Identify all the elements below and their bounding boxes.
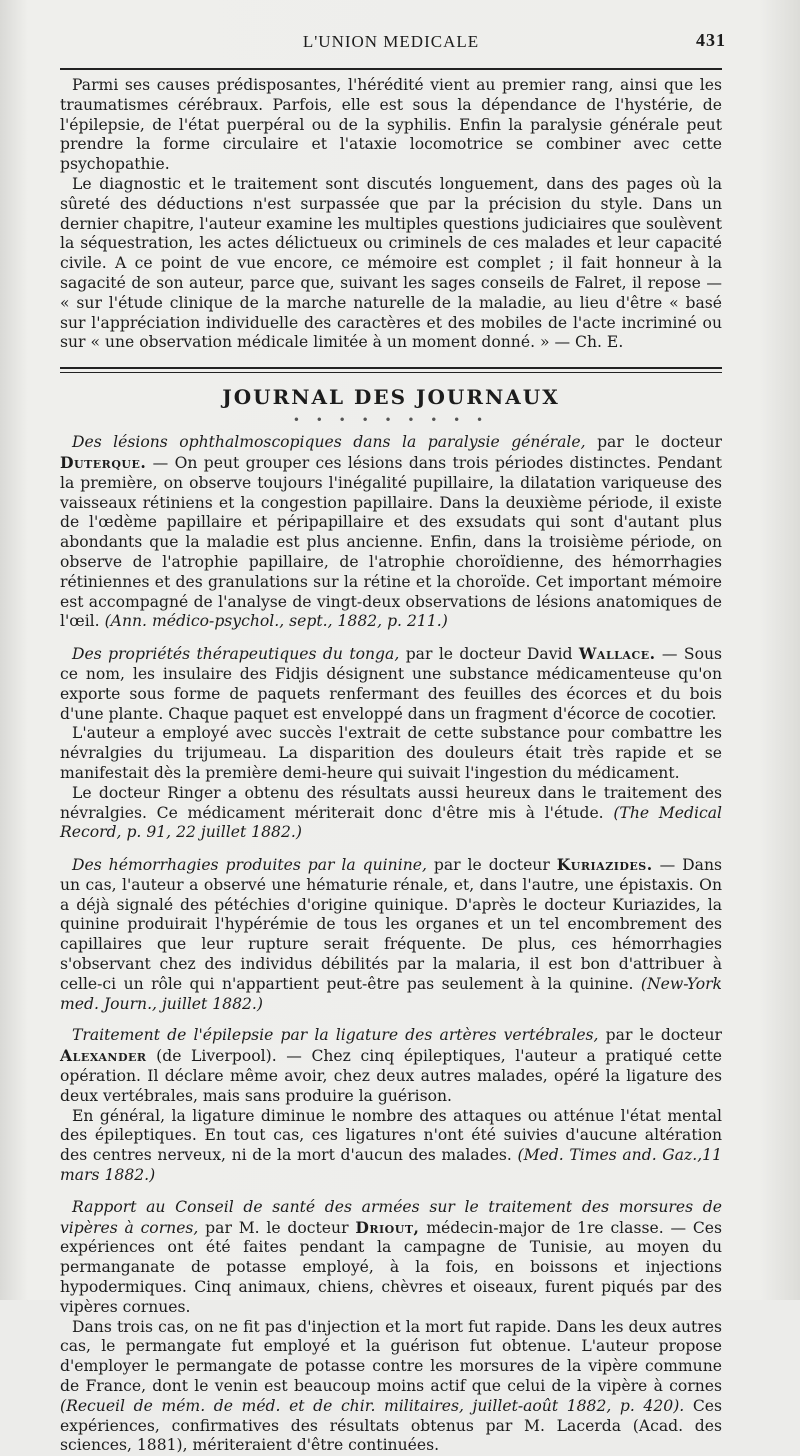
article-viper-bites-paragraph-2 (60, 1318, 722, 1456)
section-title: JOURNAL DES JOURNAUX (222, 385, 560, 410)
article-author: Alexander (60, 1046, 147, 1066)
article-byline: par le docteur David (399, 645, 579, 664)
journal-title: L'UNION MEDICALE (302, 32, 480, 51)
article-source: (Recueil de mém. de méd. et de chir. militaires, juillet-août 1882, p. 420). (60, 1396, 685, 1415)
article-author: Kuriazides. (556, 855, 653, 875)
article-body: médecin-major de 1re classe. — Ces expériences ont été faites pendant la campagne de Tunisie, au moyen du permanganate de potasse employé, à la fois, en boissons et injections hypodermiques. Cinq animaux, chiens, chèvres et oiseaux, furent piqués par des vipères cornues. (60, 1218, 722, 1316)
article-ophthalmoscopic (60, 433, 722, 632)
section-ornament: • • • • • • • • • (292, 413, 490, 428)
article-tonga-paragraph-2: L'auteur a employé avec succès l'extrait de cette substance pour combattre les névralgies du trijumeau. La disparition des douleurs était très rapide et se manifestait dès la première demi-heure qui suivait l'ingestion du médicament. (60, 724, 722, 782)
article-body: En général, la ligature diminue le nombre des attaques ou atténue l'état mental des épileptiques. En tout cas, ces ligatures n'ont été suivies d'aucune altération des centres nerveux, ni de la mort d'aucun des malades. (60, 1106, 722, 1165)
article-source: (New-York med. Journ., juillet 1882.) (60, 974, 722, 1013)
article-tonga-paragraph-3 (60, 784, 722, 843)
article-byline: par le docteur (598, 1026, 722, 1045)
article-tonga (60, 644, 722, 724)
intro-paragraph-1: Parmi ses causes prédisposantes, l'hérédité vient au premier rang, ainsi que les traumatismes cérébraux. Parfois, elle est sous la dépendance de l'hystérie, de l'épilepsie, de l'état puerpéral ou de la syphilis. Enfin la paralysie générale peut prendre la forme circulaire et l'ataxie locomotrice se combiner avec cette psychopathie. (60, 76, 722, 174)
article-epilepsy-paragraph-2 (60, 1107, 722, 1186)
article-title: Traitement de l'épilepsie par la ligature des artères vertébrales, (72, 1026, 599, 1045)
article-author: Duterque. (60, 452, 147, 472)
section-divider (60, 367, 722, 373)
article-source: (Ann. médico-psychol., sept., 1882, p. 211.) (104, 612, 448, 631)
article-epilepsy (60, 1026, 722, 1106)
article-title: Rapport au Conseil de santé des armées sur le traitement des morsures de vipères à cornes, (60, 1197, 722, 1237)
intro-paragraph-2: Le diagnostic et le traitement sont discutés longuement, dans des pages où la sûreté des déductions n'est surpassée que par la précision du style. Dans un dernier chapitre, l'auteur examine les multiples questions judiciaires que soulèvent la séquestration, les actes délictueux ou criminels de ces malades et leur capacité civile. A ce point de vue encore, ce mémoire est complet ; il fait honneur à la sagacité de son auteur, parce que, suivant les sages conseils de Falret, il repose — « sur l'étude clinique de la marche naturelle de la maladie, au lieu d'être « basé sur l'appréciation individuelle des caractères et des mobiles de l'acte incriminé ou sur « une observation médicale limitée à un moment donné. » — Ch. E. (60, 174, 722, 352)
article-body: — Sous ce nom, les insulaire des Fidjis désignent une substance médicamenteuse qu'on exporte sous forme de paquets renfermant des feuilles des écorces et du bois d'une plante. Chaque paquet est enveloppé dans un fragment d'écorce de cocotier. (60, 645, 723, 723)
article-author: Driout, (355, 1217, 420, 1237)
article-body: Dans trois cas, on ne fit pas d'injection et la mort fut rapide. Dans les deux autres cas, le permangate fut employé et la guérison fut obtenue. L'auteur propose d'employer le permangate de potasse contre les morsures de la vipère commune de France, dont le venin est beaucoup moins actif que celui de la vipère à cornes (60, 1317, 722, 1396)
article-title: Des lésions ophthalmoscopiques dans la paralysie générale, (72, 433, 586, 452)
article-body: — On peut grouper ces lésions dans trois périodes distinctes. Pendant la première, on observe toujours l'inégalité pupillaire, la dilatation variqueuse des vaisseaux rétiniens et la congestion papillaire. Dans la deuxième période, il existe de l'œdème papillaire et péripapillaire et des exsudats qui sont d'autant plus abondants que la maladie est plus ancienne. Enfin, dans la troisième période, on observe de l'atrophie papillaire, de l'atrophie choroïdienne, des hémorrhagies rétiniennes et des granulations sur la rétine et la choroïde. Cet important mémoire est accompagné de l'analyse de vingt-deux observations de lésions anatomiques de l'œil. (60, 453, 722, 631)
article-title: Des hémorrhagies produites par la quinine, (72, 856, 427, 875)
article-quinine (60, 855, 722, 1014)
article-title: Des propriétés thérapeutiques du tonga, (72, 645, 400, 664)
article-byline: par le docteur (426, 856, 557, 875)
article-byline: par M. le docteur (198, 1218, 356, 1237)
article-source: (Med. Times and. Gaz.,11 mars 1882.) (60, 1146, 722, 1185)
article-source: (The Medical Record, p. 91, 22 juillet 1882.) (60, 803, 722, 842)
article-body: (de Liverpool). — Chez cinq épileptiques, l'auteur a pratiqué cette opération. Il déclare même avoir, chez deux autres malades, opéré la ligature des deux vertébrales, mais sans produire la guérison. (60, 1047, 722, 1105)
running-header (60, 26, 726, 60)
article-conclusion: Ces expériences, confirmatives des résultats obtenus par M. Lacerda (Acad. des sciences, 1881), mériteraient d'être continuées. (60, 1396, 722, 1455)
article-body: — Dans un cas, l'auteur a observé une hématurie rénale, et, dans l'autre, une épistaxis. On a déjà signalé des pétéchies d'origine quinique. D'après le docteur Kuriazides, la quinine produirait l'hypérémie de tous les organes et un tel encombrement des capillaires que leur rupture serait fréquente. De plus, ces hémorrhagies s'observant chez des individus débilités par la malaria, il est bon d'attribuer à celle-ci un rôle qui n'appartient peut-être pas seulement à la quinine. (60, 856, 722, 993)
article-body: Le docteur Ringer a obtenu des résultats aussi heureux dans le traitement des névralgies. Ce médicament mériterait donc d'être mis à l'étude. (60, 783, 722, 822)
article-byline: par le docteur (585, 433, 722, 452)
article-author: Wallace. (578, 644, 656, 664)
page-number: 431 (696, 30, 726, 50)
header-rule (60, 68, 722, 70)
